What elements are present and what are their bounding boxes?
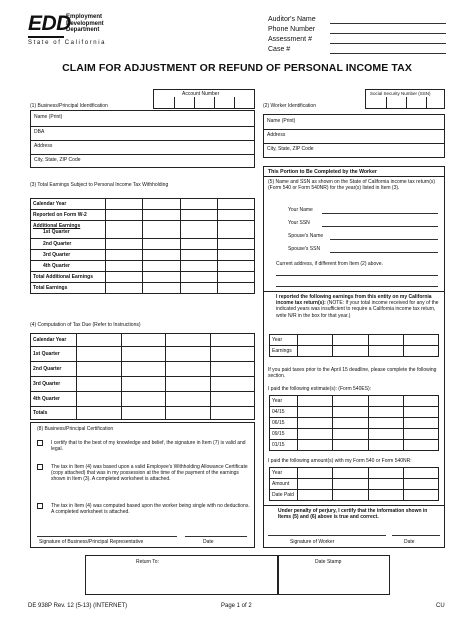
certify-signature-checkbox[interactable]: [37, 440, 43, 446]
certification-label: (8) Business/Principal Certification: [37, 426, 114, 432]
cell[interactable]: [333, 418, 368, 429]
cell[interactable]: [143, 239, 180, 250]
row-2nd-quarter: 2nd Quarter: [31, 239, 106, 250]
cell[interactable]: [217, 199, 254, 210]
cell[interactable]: [298, 479, 333, 490]
cell[interactable]: [210, 334, 255, 347]
current-address-field-2[interactable]: [276, 286, 438, 287]
table-row: [31, 221, 255, 239]
cell[interactable]: [143, 210, 180, 221]
cell[interactable]: [368, 418, 403, 429]
cell[interactable]: [143, 261, 180, 272]
your-name-label: Your Name: [288, 207, 313, 213]
cell[interactable]: [403, 440, 438, 451]
table-row: [31, 250, 255, 261]
cell[interactable]: [368, 335, 403, 346]
cell[interactable]: [217, 283, 254, 294]
row-year: Year: [270, 396, 298, 407]
dept-line-3: Department: [66, 27, 100, 33]
cell[interactable]: [210, 392, 255, 407]
cell[interactable]: [106, 250, 143, 261]
form540-table: [269, 467, 439, 501]
your-ssn-field[interactable]: [322, 226, 438, 227]
table-row: [270, 440, 439, 451]
cell[interactable]: [333, 468, 368, 479]
worker-date-label: Date: [404, 539, 415, 545]
cell[interactable]: [368, 479, 403, 490]
cell[interactable]: [180, 261, 217, 272]
tax-due-table: [30, 333, 255, 420]
worker-city-label: City, State, ZIP Code: [267, 146, 314, 152]
state-label: State of California: [28, 40, 107, 46]
reported-earnings-table: [269, 334, 439, 357]
cell[interactable]: [217, 239, 254, 250]
cell[interactable]: [166, 347, 211, 362]
assessment-field[interactable]: [330, 43, 446, 44]
certify-allowance-text: The tax in Item (4) was based upon a valid Employee's Withholding Allowance Certificate (copy attached) that was in my possession at the time of the payment of the earnings shown in Item (3). A completed worksheet is attached.: [51, 464, 248, 483]
cell[interactable]: [368, 407, 403, 418]
cell[interactable]: [77, 407, 122, 420]
row-reported-w2: Reported on Form W-2: [31, 210, 106, 221]
table-row: [31, 334, 255, 347]
worker-section-box: [263, 166, 445, 548]
account-number-label: Account Number: [182, 91, 220, 97]
edd-logo: [28, 12, 146, 48]
dept-line-1: Employment: [66, 14, 103, 20]
cell[interactable]: [217, 272, 254, 283]
cell[interactable]: [298, 335, 333, 346]
row-0415: 04/15: [270, 407, 298, 418]
cell[interactable]: [121, 407, 166, 420]
row-3rd-quarter: 3rd Quarter: [31, 250, 106, 261]
certify-signature-text: I certify that to the best of my knowledge and belief, the signature in Item (7) is valid and legal.: [51, 440, 246, 453]
cell[interactable]: [333, 407, 368, 418]
cell[interactable]: [166, 377, 211, 392]
auditor-name-field[interactable]: [330, 23, 446, 24]
table-row: [270, 468, 439, 479]
assessment-label: Assessment #: [268, 36, 312, 43]
cell[interactable]: [298, 468, 333, 479]
cell[interactable]: [77, 392, 122, 407]
table-row: [270, 490, 439, 501]
row-year: Year: [270, 335, 298, 346]
worker-signature-field[interactable]: [268, 535, 386, 536]
cell[interactable]: [166, 362, 211, 377]
table-row: [270, 407, 439, 418]
cell[interactable]: [106, 272, 143, 283]
your-name-field[interactable]: [322, 213, 438, 214]
worker-section-header: This Portion to Be Completed by the Worker: [268, 169, 377, 175]
row-totals: Totals: [31, 407, 77, 420]
row-1st-quarter: 1st Quarter: [31, 347, 77, 362]
ssn-box[interactable]: [365, 89, 445, 109]
tax-due-label: (4) Computation of Tax Due (Refer to Instructions): [30, 322, 141, 328]
cell[interactable]: [143, 250, 180, 261]
table-row: [31, 347, 255, 362]
current-address-label: Current address, if different from Item (2) above.: [276, 261, 383, 267]
spouse-name-field[interactable]: [330, 239, 438, 240]
current-address-field[interactable]: [276, 275, 438, 276]
name-ssn-instructions: (5) Name and SSN as shown on the State of California income tax return(s) (Form 540 or Form 540NR) for the year(s) listed in Item (3).: [268, 179, 436, 192]
row-0115: 01/15: [270, 440, 298, 451]
worker-address-label: Address: [267, 132, 286, 138]
cell[interactable]: [403, 418, 438, 429]
cell[interactable]: [333, 440, 368, 451]
cell[interactable]: [121, 347, 166, 362]
form-code: CU: [436, 603, 445, 609]
table-row: [31, 199, 255, 210]
dept-line-2: Development: [66, 20, 104, 27]
cell[interactable]: [166, 407, 211, 420]
worker-identification-label: (2) Worker Identification: [263, 103, 316, 109]
cell[interactable]: [217, 221, 254, 239]
cell[interactable]: [166, 334, 211, 347]
cell[interactable]: [217, 210, 254, 221]
cell[interactable]: [403, 407, 438, 418]
page-title: CLAIM FOR ADJUSTMENT OR REFUND OF PERSONAL INCOME TAX: [62, 62, 412, 74]
spouse-ssn-field[interactable]: [330, 252, 438, 253]
table-row: [270, 429, 439, 440]
row-calendar-year: Calendar Year: [31, 199, 106, 210]
table-row: [31, 210, 255, 221]
table-row: [31, 377, 255, 392]
row-0615: 06/15: [270, 418, 298, 429]
business-address-label: Address: [34, 143, 53, 149]
case-field[interactable]: [330, 53, 446, 54]
estimate-table: [269, 395, 439, 451]
cell[interactable]: [121, 377, 166, 392]
cell[interactable]: [403, 468, 438, 479]
table-row: [31, 239, 255, 250]
row-0915: 09/15: [270, 429, 298, 440]
cell[interactable]: [298, 440, 333, 451]
ssn-label: Social Security Number (SSN): [370, 91, 431, 96]
cell[interactable]: [77, 334, 122, 347]
cell[interactable]: [333, 335, 368, 346]
table-row: [270, 418, 439, 429]
cell[interactable]: [403, 335, 438, 346]
cell[interactable]: [333, 490, 368, 501]
row-4th-quarter: 4th Quarter: [31, 261, 106, 272]
cell[interactable]: [77, 362, 122, 377]
cell[interactable]: [298, 396, 333, 407]
cell[interactable]: [106, 283, 143, 294]
cell[interactable]: [403, 429, 438, 440]
cell[interactable]: [210, 362, 255, 377]
row-3rd-quarter: 3rd Quarter: [31, 377, 77, 392]
table-row: [270, 346, 439, 357]
business-date-field[interactable]: [185, 536, 247, 537]
cell[interactable]: [106, 239, 143, 250]
cell[interactable]: [180, 210, 217, 221]
business-certification-box: [30, 422, 255, 548]
cell[interactable]: [106, 210, 143, 221]
business-identification-label: (1) Business/Principal Identification: [30, 103, 108, 109]
table-row: [31, 261, 255, 272]
spouse-ssn-label: Spouse's SSN: [288, 246, 321, 252]
row-total-earnings: Total Earnings: [31, 283, 106, 294]
account-number-box[interactable]: [153, 89, 255, 109]
cell[interactable]: [333, 479, 368, 490]
cell[interactable]: [210, 347, 255, 362]
cell[interactable]: [333, 346, 368, 357]
cell[interactable]: [298, 429, 333, 440]
logo-mark: EDD: [28, 12, 71, 35]
phone-number-field[interactable]: [330, 33, 446, 34]
cell[interactable]: [143, 272, 180, 283]
table-row: [31, 407, 255, 420]
reported-earnings-text: I reported the following earnings from this entity on my California income tax return(s): (NOTE: If your total income received for any of the indicated years was insufficient to require a California income tax return, write N/R in the box for that year.): [276, 294, 439, 319]
row-date-paid: Date Paid: [270, 490, 298, 501]
table-row: [31, 272, 255, 283]
row-4th-quarter: 4th Quarter: [31, 392, 77, 407]
cell[interactable]: [298, 490, 333, 501]
cell[interactable]: [333, 429, 368, 440]
phone-number-label: Phone Number: [268, 26, 316, 33]
cell[interactable]: [106, 199, 143, 210]
worker-signature-label: Signature of Worker: [290, 539, 335, 545]
table-row: [270, 396, 439, 407]
row-additional-earnings: Additional Earnings 1st Quarter: [31, 221, 106, 239]
row-2nd-quarter: 2nd Quarter: [31, 362, 77, 377]
row-earnings: Earnings: [270, 346, 298, 357]
cell[interactable]: [106, 261, 143, 272]
table-row: [270, 479, 439, 490]
cell[interactable]: [180, 283, 217, 294]
auditor-name-label: Auditor's Name: [268, 16, 316, 23]
cell[interactable]: [77, 377, 122, 392]
cell[interactable]: [166, 392, 211, 407]
form-number: DE 938P Rev. 12 (5-13) (INTERNET): [28, 603, 128, 609]
date-stamp-label: Date Stamp: [315, 559, 342, 565]
worker-name-label: Name (Print): [267, 118, 296, 124]
certify-single-checkbox[interactable]: [37, 503, 43, 509]
cell[interactable]: [77, 347, 122, 362]
cell[interactable]: [121, 392, 166, 407]
table-row: [270, 335, 439, 346]
business-signature-label: Signature of Business/Principal Representative: [39, 539, 144, 545]
cell[interactable]: [210, 377, 255, 392]
cell[interactable]: [180, 199, 217, 210]
row-calendar-year: Calendar Year: [31, 334, 77, 347]
business-dba-label: DBA: [34, 129, 45, 135]
cell[interactable]: [368, 468, 403, 479]
cell[interactable]: [121, 334, 166, 347]
date-stamp-box: [278, 555, 390, 595]
page-number: Page 1 of 2: [221, 603, 252, 609]
case-label: Case #: [268, 46, 291, 53]
cell[interactable]: [368, 490, 403, 501]
your-ssn-label: Your SSN: [288, 220, 310, 226]
estimate-paid-label: I paid the following estimate(s): (Form 540ES):: [268, 386, 372, 392]
table-row: [31, 392, 255, 407]
business-date-label: Date: [203, 539, 214, 545]
certify-single-text: The tax in Item (4) was computed based upon the worker being single with no deductions. A completed worksheet is attached.: [51, 503, 250, 516]
cell[interactable]: [403, 490, 438, 501]
cell[interactable]: [143, 199, 180, 210]
cell[interactable]: [210, 407, 255, 420]
cell[interactable]: [106, 221, 143, 239]
certify-allowance-checkbox[interactable]: [37, 464, 43, 470]
cell[interactable]: [180, 239, 217, 250]
cell[interactable]: [333, 396, 368, 407]
spouse-name-label: Spouse's Name: [288, 233, 324, 239]
cell[interactable]: [403, 479, 438, 490]
cell[interactable]: [368, 440, 403, 451]
total-earnings-label: (3) Total Earnings Subject to Personal Income Tax Withholding: [30, 182, 169, 188]
cell[interactable]: [121, 362, 166, 377]
cell[interactable]: [180, 221, 217, 239]
return-to-label: Return To:: [136, 559, 159, 565]
row-total-additional: Total Additional Earnings: [31, 272, 106, 283]
cell[interactable]: [217, 250, 254, 261]
worker-identification-box: [263, 114, 445, 158]
worker-date-field[interactable]: [392, 535, 440, 536]
cell[interactable]: [298, 407, 333, 418]
cell[interactable]: [180, 250, 217, 261]
cell[interactable]: [298, 346, 333, 357]
row-amount: Amount: [270, 479, 298, 490]
table-row: [31, 362, 255, 377]
cell[interactable]: [368, 396, 403, 407]
return-to-box: [85, 555, 278, 595]
cell[interactable]: [298, 418, 333, 429]
row-year: Year: [270, 468, 298, 479]
cell[interactable]: [217, 261, 254, 272]
cell[interactable]: [143, 283, 180, 294]
estimate-intro-text: If you paid taxes prior to the April 15 deadline, please complete the following section.: [268, 367, 437, 380]
earnings-table: [30, 198, 255, 294]
business-name-label: Name (Print): [34, 114, 63, 120]
table-row: [31, 283, 255, 294]
form540-paid-label: I paid the following amount(s) with my Form 540 or Form 540NR:: [268, 458, 412, 464]
business-identification-box: [30, 110, 255, 168]
cell[interactable]: [403, 396, 438, 407]
cell[interactable]: [368, 346, 403, 357]
perjury-statement: Under penalty of perjury, I certify that the information shown in Items (5) and (6) above is true and correct.: [278, 508, 428, 521]
cell[interactable]: [143, 221, 180, 239]
business-signature-field[interactable]: [37, 536, 177, 537]
business-city-label: City, State, ZIP Code: [34, 157, 81, 163]
cell[interactable]: [403, 346, 438, 357]
cell[interactable]: [180, 272, 217, 283]
cell[interactable]: [368, 429, 403, 440]
